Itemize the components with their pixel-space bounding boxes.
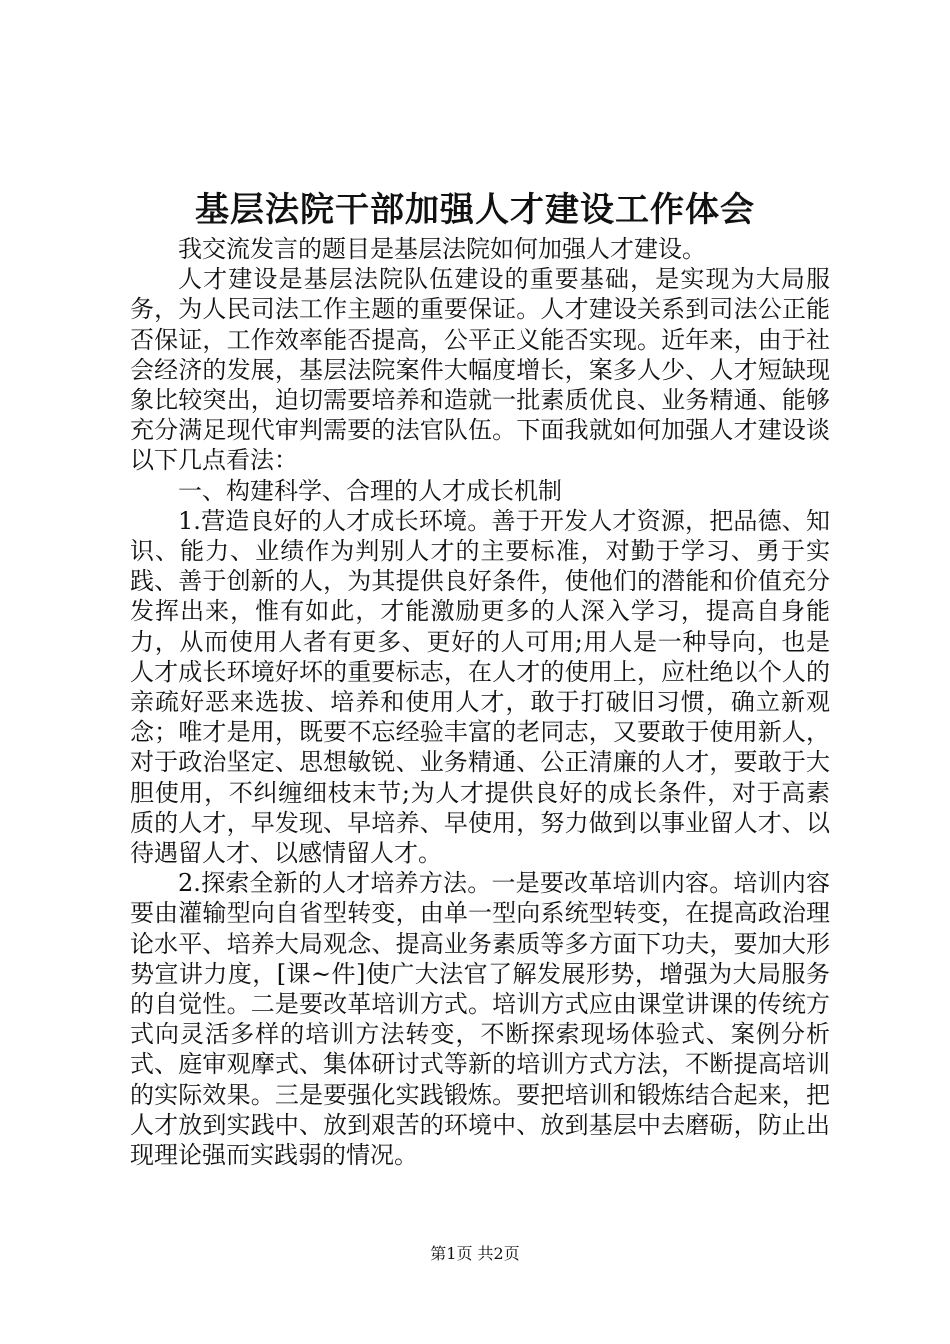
paragraph-point-1: 1.营造良好的人才成长环境。善于开发人才资源，把品德、知识、能力、业绩作为判别人才的主要标准，对勤于学习、勇于实践、善于创新的人，为其提供良好条件，使他们的潜能和价值充分发挥出来，惟有如此，才能激励更多的人深入学习，提高自身能力，从而使用人者有更多、更好的人可用;用人是一种导向，也是人才成长环境好坏的重要标志，在人才的使用上，应杜绝以个人的亲疏好恶来选拔、培养和使用人才，敢于打破旧习惯，确立新观念；唯才是用，既要不忘经验丰富的老同志，又要敢于使用新人，对于政治坚定、思想敏锐、业务精通、公正清廉的人才，要敢于大胆使用，不纠缠细枝末节;为人才提供良好的成长条件，对于高素质的人才，早发现、早培养、早使用，努力做到以事业留人才、以待遇留人才、以感情留人才。 [130, 506, 830, 868]
page-number-footer: 第1页 共2页 [430, 1244, 520, 1263]
document-title: 基层法院干部加强人才建设工作体会 [195, 190, 755, 230]
paragraph-background: 人才建设是基层法院队伍建设的重要基础，是实现为大局服务，为人民司法工作主题的重要保证。人才建设关系到司法公正能否保证，工作效率能否提高，公平正义能否实现。近年来，由于社会经济的发展，基层法院案件大幅度增长，案多人少、人才短缺现象比较突出，迫切需要培养和造就一批素质优良、业务精通、能够充分满足现代审判需要的法官队伍。下面我就如何加强人才建设谈以下几点看法： [130, 265, 830, 475]
paragraph-point-2: 2.探索全新的人才培养方法。一是要改革培训内容。培训内容要由灌输型向自省型转变，由单一型向系统型转变，在提高政治理论水平、培养大局观念、提高业务素质等多方面下功夫，要加大形势宣讲力度，[课~件]使广大法官了解发展形势，增强为大局服务的自觉性。二是要改革培训方式。培训方式应由课堂讲课的传统方式向灵活多样的培训方法转变，不断探索现场体验式、案例分析式、庭审观摩式、集体研讨式等新的培训方式方法，不断提高培训的实际效果。三是要强化实践锻炼。要把培训和锻炼结合起来，把人才放到实践中、放到艰苦的环境中、放到基层中去磨砺，防止出现理论强而实践弱的情况。 [130, 869, 830, 1170]
document-body [130, 234, 830, 1170]
section-heading-1: 一、构建科学、合理的人才成长机制 [178, 476, 562, 505]
paragraph-intro: 我交流发言的题目是基层法院如何加强人才建设。 [178, 235, 706, 263]
